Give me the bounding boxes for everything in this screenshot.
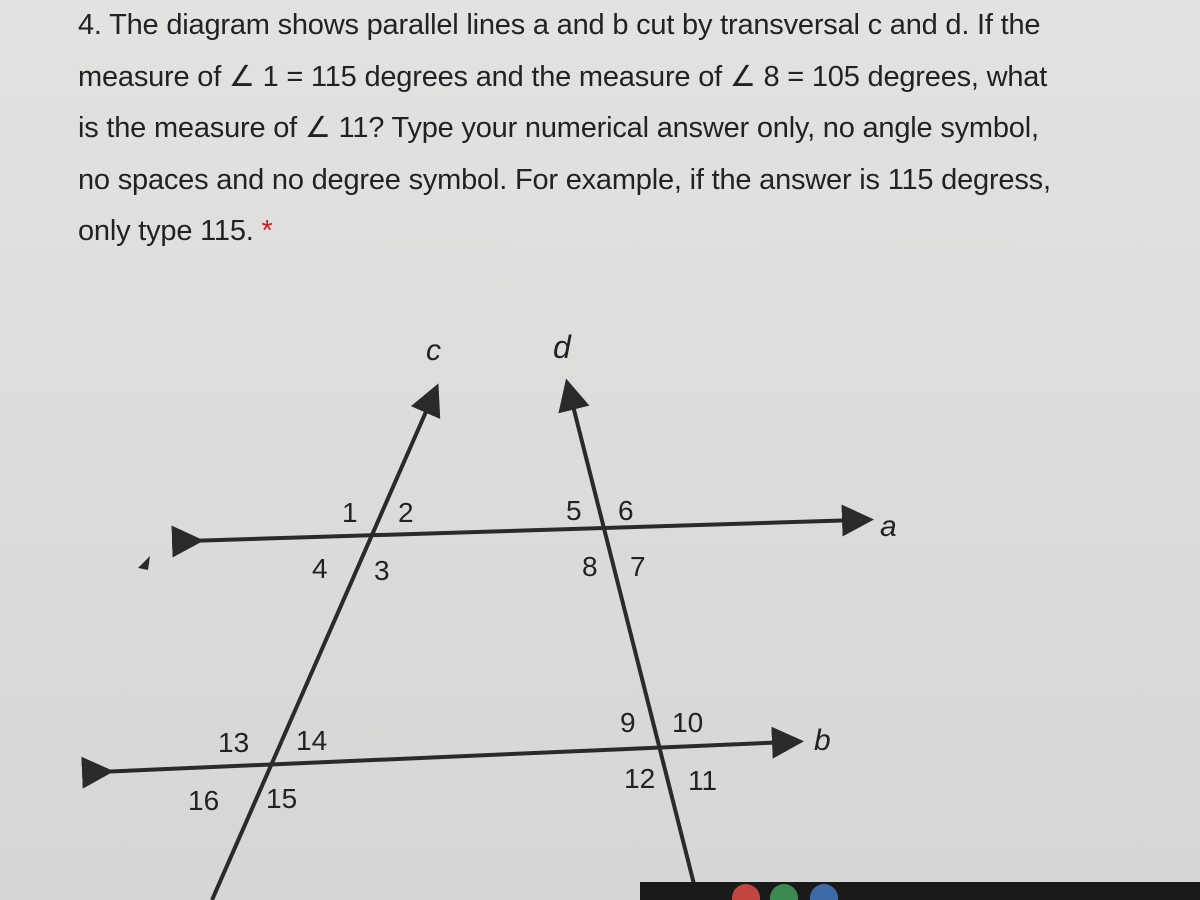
angle-label-10: 10: [672, 707, 704, 738]
angle-label-16: 16: [188, 785, 220, 816]
line-label-c: c: [426, 334, 441, 367]
line-b: [98, 742, 788, 772]
question-text: 4. The diagram shows parallel lines a and b cut by transversal c and d. If the measure of ∠ 1 = 115 degrees and the measure of ∠ 8 = 105 degrees, what is the measure of ∠ 11? Type your numerical answer only, no angle symbol, no spaces and no degree symbol. For example, if the answer is 115 degress, only type 115.: [78, 9, 1051, 247]
angle-label-8: 8: [582, 551, 598, 582]
required-asterisk: *: [261, 215, 273, 247]
angle-label-11: 11: [688, 765, 718, 796]
angle-label-12: 12: [624, 763, 656, 794]
angle-label-14: 14: [296, 725, 328, 756]
line-label-b: b: [814, 724, 831, 757]
line-a: [188, 520, 858, 541]
angle-label-13: 13: [218, 727, 250, 758]
line-c: [212, 398, 432, 900]
angle-label-4: 4: [312, 553, 328, 584]
angle-label-15: 15: [266, 783, 298, 814]
angle-label-1: 1: [342, 497, 358, 528]
angle-label-6: 6: [618, 495, 634, 526]
angle-label-5: 5: [566, 495, 582, 526]
angle-label-2: 2: [398, 497, 414, 528]
angle-label-7: 7: [630, 551, 646, 582]
line-d: [570, 394, 698, 900]
angle-label-9: 9: [620, 707, 636, 738]
angle-label-3: 3: [374, 555, 390, 586]
device-edge-bar: [640, 882, 1200, 900]
line-label-d: d: [553, 329, 571, 365]
stray-arrow-mark: [138, 556, 150, 570]
line-label-a: a: [880, 510, 897, 543]
